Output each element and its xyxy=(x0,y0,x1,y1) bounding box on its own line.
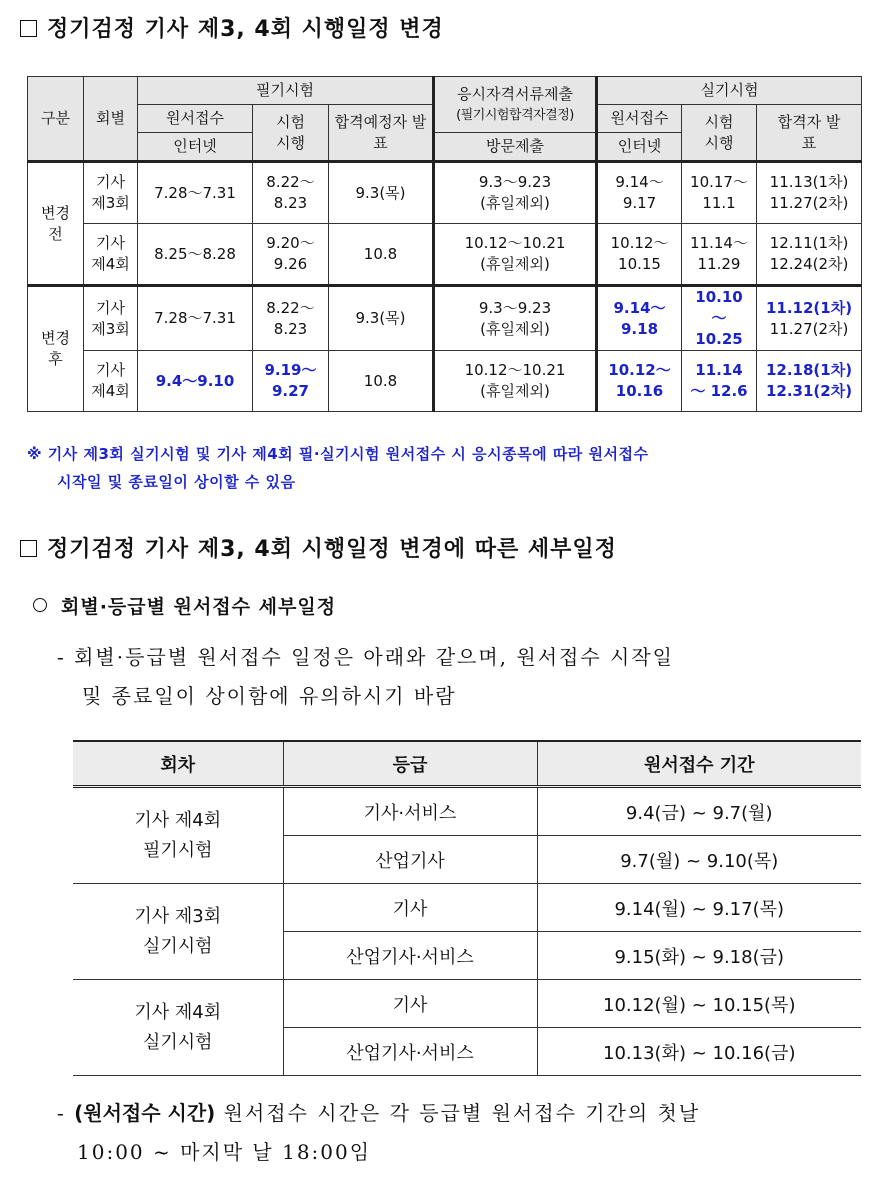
subheading: 회별·등급별 원서접수 세부일정 xyxy=(33,592,336,619)
header-round: 회차 xyxy=(73,741,283,787)
label-after: 변경 후 xyxy=(28,286,84,412)
header-docs: 응시자격서류제출 (필기시험합격자결정) xyxy=(434,77,597,133)
circle-bullet-icon xyxy=(33,598,47,612)
group-label: 기사 제3회 실기시험 xyxy=(73,884,283,980)
group-label: 기사 제4회 실기시험 xyxy=(73,980,283,1076)
table-row: 기사 제3회 실기시험 기사 9.14(월) ~ 9.17(목) xyxy=(73,884,861,932)
table-row: 변경 전 기사 제3회 7.28～7.31 8.22～ 8.23 9.3(목) 9.3～9.23 (휴일제외) 9.14～ 9.17 10.17～ 11.1 11.13(1차) 11.27(2차) xyxy=(28,162,862,224)
checkbox-square-icon xyxy=(20,20,37,37)
table-row: 기사 제4회 8.25～8.28 9.20～ 9.26 10.8 10.12～10.21 (휴일제외) 10.12～ 10.15 11.14～ 11.29 12.11(1차) 12.24(2차) xyxy=(28,224,862,286)
header-pass: 합격자 발 표 xyxy=(757,105,862,162)
emphasis-label: (원서접수 시간) xyxy=(74,1101,216,1125)
checkbox-square-icon xyxy=(20,540,37,557)
changed-value: 9.19～ 9.27 xyxy=(253,351,329,412)
header-visit: 방문제출 xyxy=(434,133,597,162)
header-practical-exam: 실기시험 xyxy=(597,77,862,105)
detail-schedule-table xyxy=(73,740,861,1076)
section-1-title: 정기검정 기사 제3, 4회 시행일정 변경 xyxy=(47,17,444,42)
schedule-change-table xyxy=(27,76,862,412)
header-period: 원서접수 기간 xyxy=(537,741,861,787)
table-row: 기사 제4회 필기시험 기사·서비스 9.4(금) ~ 9.7(월) xyxy=(73,787,861,836)
changed-value: 12.18(1차) 12.31(2차) xyxy=(757,351,862,412)
table-row: 산업기사·서비스 9.15(화) ~ 9.18(금) xyxy=(73,932,861,980)
header-practical-app: 원서접수 xyxy=(597,105,682,133)
paragraph-1: - 회별·등급별 원서접수 일정은 아래와 같으며, 원서접수 시작일 및 종료일이 상이함에 유의하시기 바람 xyxy=(57,645,674,708)
table-row: 기사 제4회 9.4～9.10 9.19～ 9.27 10.8 10.12～10.21 (휴일제외) 10.12～ 10.16 11.14～ 12.6 12.18(1차) 12.31(2차) xyxy=(28,351,862,412)
changed-value: 9.4～9.10 xyxy=(138,351,253,412)
changed-value: 10.12～ 10.16 xyxy=(597,351,682,412)
header-pass-expect: 합격예정자 발표 xyxy=(329,105,434,162)
header-practical-exam-date: 시험 시행 xyxy=(682,105,757,162)
header-category: 구분 xyxy=(28,77,84,162)
header-round: 회별 xyxy=(84,77,138,162)
section-2-title: 정기검정 기사 제3, 4회 시행일정 변경에 따른 세부일정 xyxy=(47,537,617,562)
changed-value: 11.12(1차) xyxy=(765,298,853,317)
header-written-exam: 필기시험 xyxy=(138,77,434,105)
changed-value: 10.10～ 10.25 xyxy=(682,286,757,351)
changed-value: 9.14～ 9.18 xyxy=(597,286,682,351)
table-row: 산업기사 9.7(월) ~ 9.10(목) xyxy=(73,836,861,884)
table-row: 기사 제4회 실기시험 기사 10.12(월) ~ 10.15(목) xyxy=(73,980,861,1028)
section-2-heading xyxy=(20,532,617,563)
label-before: 변경 전 xyxy=(28,162,84,286)
schedule-note: ※ 기사 제3회 실기시험 및 기사 제4회 필·실기시험 원서접수 시 응시종목에 따라 원서접수 시작일 및 종료일이 상이할 수 있음 xyxy=(27,445,649,491)
header-practical-internet: 인터넷 xyxy=(597,133,682,162)
header-grade: 등급 xyxy=(283,741,537,787)
header-written-app: 원서접수 xyxy=(138,105,253,133)
table-row: 산업기사·서비스 10.13(화) ~ 10.16(금) xyxy=(73,1028,861,1076)
header-written-internet: 인터넷 xyxy=(138,133,253,162)
header-written-exam-date: 시험 시행 xyxy=(253,105,329,162)
changed-value: 11.14～ 12.6 xyxy=(682,351,757,412)
paragraph-2: - (원서접수 시간) 원서접수 시간은 각 등급별 원서접수 기간의 첫날 10:00 ~ 마지막 날 18:00임 xyxy=(57,1101,701,1164)
group-label: 기사 제4회 필기시험 xyxy=(73,787,283,884)
table-row: 변경 후 기사 제3회 7.28～7.31 8.22～ 8.23 9.3(목) 9.3～9.23 (휴일제외) 9.14～ 9.18 10.10～ 10.25 11.12(1차) 11.27(2차) xyxy=(28,286,862,351)
section-1-heading xyxy=(20,12,444,43)
